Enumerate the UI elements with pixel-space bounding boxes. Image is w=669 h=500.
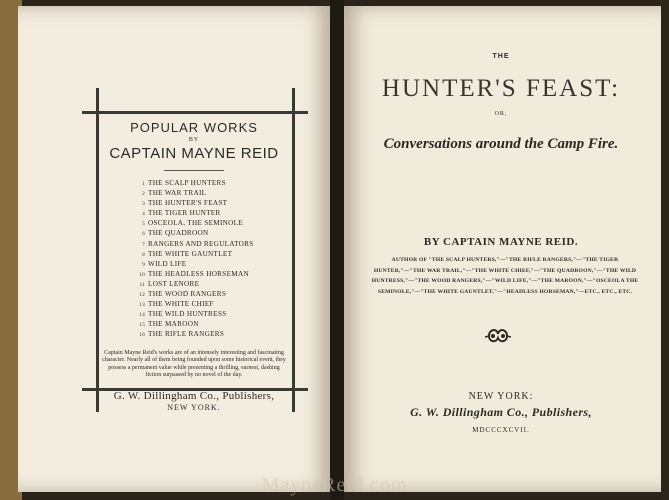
work-title: RANGERS AND REGULATORS: [148, 239, 254, 248]
work-title: THE HUNTER'S FEAST: [148, 199, 228, 208]
work-title: LOST LENORE: [148, 279, 200, 288]
work-number: 7: [142, 242, 145, 248]
site-watermark: MayneReid.com: [261, 474, 408, 496]
work-number: 9: [142, 262, 145, 268]
book-cover-edge-right: [661, 0, 669, 500]
work-number: 6: [142, 232, 145, 238]
advert-heading: POPULAR WORKS: [130, 120, 258, 135]
work-item: [136, 189, 294, 199]
advert-by: BY: [188, 137, 200, 143]
work-item: [136, 320, 294, 330]
work-title: THE WAR TRAIL: [148, 189, 207, 198]
work-title: THE HEADLESS HORSEMAN: [148, 269, 249, 278]
work-item: [136, 229, 294, 239]
title-or: OR,: [494, 111, 508, 117]
works-list: [136, 179, 294, 341]
work-item: [136, 310, 294, 320]
advert-publisher: G. W. Dillingham Co., Publishers,: [113, 389, 275, 402]
work-title: THE TIGER HUNTER: [148, 209, 221, 218]
title-the: THE: [492, 53, 510, 60]
imprint-city: NEW YORK:: [468, 391, 534, 402]
work-item: [136, 280, 294, 290]
work-item: [136, 290, 294, 300]
work-item: [136, 300, 294, 310]
work-item: [136, 179, 294, 189]
work-number: 13: [139, 303, 145, 309]
work-item: [136, 199, 294, 209]
book-title: HUNTER'S FEAST:: [381, 75, 621, 102]
work-number: 16: [139, 333, 145, 339]
work-title: WILD LIFE: [148, 259, 187, 268]
work-item: [136, 250, 294, 260]
work-title: THE WILD HUNTRESS: [148, 310, 227, 319]
work-item: [136, 219, 294, 229]
work-title: OSCEOLA, THE SEMINOLE: [148, 219, 244, 228]
work-number: 4: [142, 212, 145, 218]
work-number: 10: [139, 272, 145, 278]
work-number: 1: [142, 182, 145, 187]
work-number: 15: [139, 323, 145, 329]
imprint-year: MDCCCXCVII.: [472, 426, 530, 434]
advert-city: NEW YORK.: [167, 402, 221, 412]
work-number: 11: [139, 282, 145, 288]
work-title: THE QUADROON: [148, 229, 209, 238]
title-author: BY CAPTAIN MAYNE REID.: [423, 236, 579, 248]
work-item: [136, 209, 294, 219]
work-title: THE WHITE GAUNTLET: [148, 249, 233, 258]
work-number: 5: [142, 222, 145, 228]
work-number: 8: [142, 252, 145, 258]
advert-rule: [164, 170, 224, 171]
work-number: 12: [139, 293, 145, 299]
ornament-icon: [483, 325, 513, 347]
work-title: THE WOOD RANGERS: [148, 290, 227, 299]
work-item: [136, 240, 294, 250]
advert-panel: [94, 120, 294, 412]
work-title: THE RIFLE RANGERS: [148, 330, 225, 339]
work-number: 3: [142, 202, 145, 208]
work-number: 2: [142, 192, 145, 198]
work-title: THE MAROON: [148, 320, 199, 329]
work-number: 14: [139, 313, 145, 319]
work-item: [136, 330, 294, 340]
advert-author: CAPTAIN MAYNE REID: [109, 145, 279, 162]
frame-line-top: [82, 111, 308, 114]
author-credits: AUTHOR OF "THE SCALP HUNTERS,"—"THE RIFLE RANGERS,"—"THE TIGER HUNTER,"—"THE WAR TRAIL,"—"THE WHITE CHIEF,"—"THE QUADROON,"—"THE WILD HUNTRESS,"—"THE WOOD RANGERS,"—"WILD LIFE,"—"THE MAROON,"—"OSCEOLA THE SEMINOLE,"—"THE WHITE GAUNTLET,"—"HEADLESS HORSEMAN,"—ETC., ETC., ETC.: [371, 257, 639, 295]
work-item: [136, 270, 294, 280]
book-subtitle: Conversations around the Camp Fire.: [383, 136, 619, 152]
work-title: THE WHITE CHIEF: [148, 300, 214, 309]
work-item: [136, 260, 294, 270]
work-title: THE SCALP HUNTERS: [148, 179, 226, 187]
advert-description: Captain Mayne Reid's works are of an intensely interesting and fascinating character. Nearly all of them being founded upon some historical event, they possess a permanent value while presenting a thrilling, earnest, dashing fiction surpassed by no novel of the day.: [102, 349, 286, 379]
imprint-publisher: G. W. Dillingham Co., Publishers,: [410, 405, 592, 419]
